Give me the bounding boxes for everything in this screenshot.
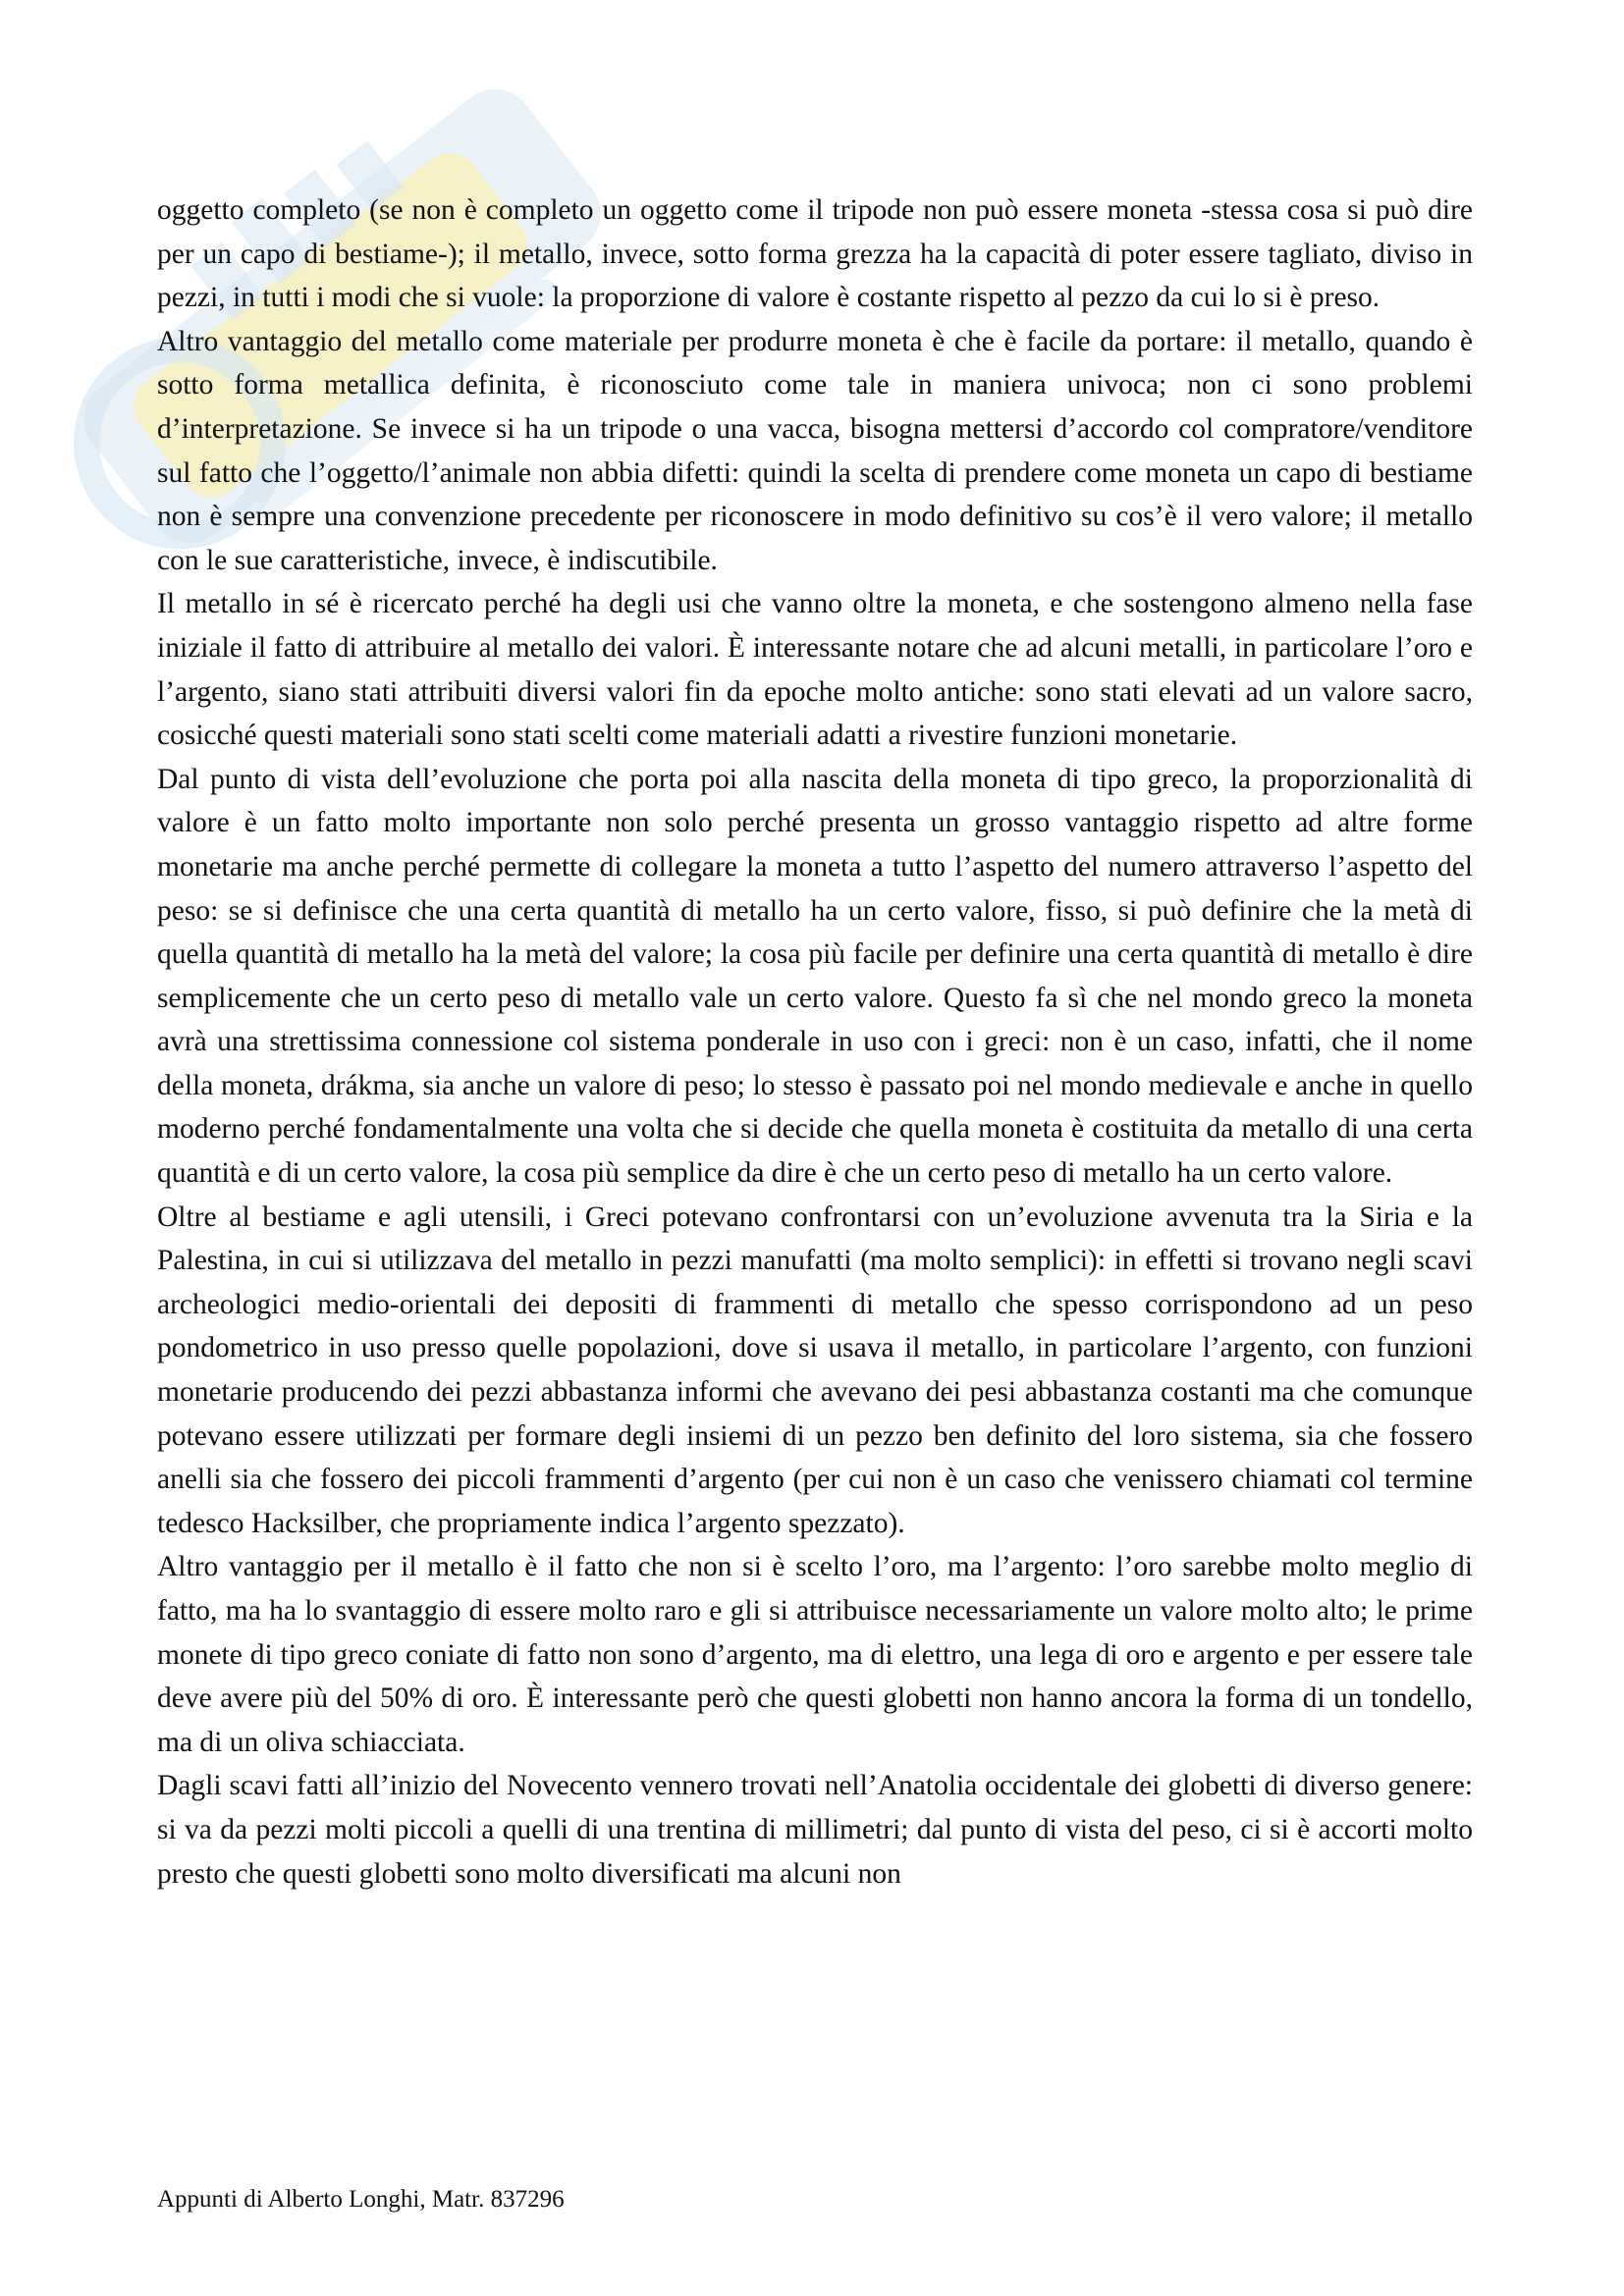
paragraph: Altro vantaggio del metallo come materiale per produrre moneta è che è facile da portare: il metallo, quando è sotto forma metallica definita, è riconosciuto come tale in maniera univoca; non ci sono problemi d’interpretazione. Se invece si ha un tripode o una vacca, bisogna mettersi d’accordo col compratore/venditore sul fatto che l’oggetto/l’animale non abbia difetti: quindi la scelta di prendere come moneta un capo di bestiame non è sempre una convenzione precedente per riconoscere in modo definitivo su cos’è il vero valore; il metallo con le sue caratteristiche, invece, è indiscutibile. (157, 325, 1473, 576)
paragraph: Dagli scavi fatti all’inizio del Novecento vennero trovati nell’Anatolia occidentale dei globetti di diverso genere: si va da pezzi molti piccoli a quelli di una trentina di millimetri; dal punto di vista del peso, ci si è accorti molto presto che questi globetti sono molto diversificati ma alcuni non (157, 1770, 1473, 1890)
page-footer: Appunti di Alberto Longhi, Matr. 837296 (157, 2186, 565, 2213)
paragraph: Dal punto di vista dell’evoluzione che porta poi alla nascita della moneta di tipo greco, la proporzionalità di valore è un fatto molto importante non solo perché presenta un grosso vantaggio rispetto ad altre forme monetarie ma anche perché permette di collegare la moneta a tutto l’aspetto del numero attraverso l’aspetto del peso: se si definisce che una certa quantità di metallo ha un certo valore, fisso, si può definire che la metà di quella quantità di metallo ha la metà del valore; la cosa più facile per definire una certa quantità di metallo è dire semplicemente che un certo peso di metallo vale un certo valore. Questo fa sì che nel mondo greco la moneta avrà una strettissima connessione col sistema ponderale in uso con i greci: non è un caso, infatti, che il nome della moneta, drákma, sia anche un valore di peso; lo stesso è passato poi nel mondo medievale e anche in quello moderno perché fondamentalmente una volta che si decide che quella moneta è costituita da metallo di una certa quantità e di un certo valore, la cosa più semplice da dire è che un certo peso di metallo ha un certo valore. (157, 763, 1473, 1190)
paragraph: Il metallo in sé è ricercato perché ha degli usi che vanno oltre la moneta, e che sostengono almeno nella fase iniziale il fatto di attribuire al metallo dei valori. È interessante notare che ad alcuni metalli, in particolare l’oro e l’argento, siano stati attribuiti diversi valori fin da epoche molto antiche: sono stati elevati ad un valore sacro, cosicché questi materiali sono stati scelti come materiali adatti a rivestire funzioni monetarie. (157, 588, 1473, 752)
paragraph: Altro vantaggio per il metallo è il fatto che non si è scelto l’oro, ma l’argento: l’oro sarebbe molto meglio di fatto, ma ha lo svantaggio di essere molto raro e gli si attribuisce necessariamente un valore molto alto; le prime monete di tipo greco coniate di fatto non sono d’argento, ma di elettro, una lega di oro e argento e per essere tale deve avere più del 50% di oro. È interessante però che questi globetti non hanno ancora la forma di un tondello, ma di un oliva schiacciata. (157, 1551, 1473, 1758)
document-body (157, 188, 1473, 1896)
paragraph: oggetto completo (se non è completo un oggetto come il tripode non può essere moneta -stessa cosa si può dire per un capo di bestiame-); il metallo, invece, sotto forma grezza ha la capacità di poter essere tagliato, diviso in pezzi, in tutti i modi che si vuole: la proporzione di valore è costante rispetto al pezzo da cui lo si è preso. (157, 194, 1473, 314)
paragraph: Oltre al bestiame e agli utensili, i Greci potevano confrontarsi con un’evoluzione avvenuta tra la Siria e la Palestina, in cui si utilizzava del metallo in pezzi manufatti (ma molto semplici): in effetti si trovano negli scavi archeologici medio-orientali dei depositi di frammenti di metallo che spesso corrispondono ad un peso pondometrico in uso presso quelle popolazioni, dove si usava il metallo, in particolare l’argento, con funzioni monetarie producendo dei pezzi abbastanza informi che avevano dei pesi abbastanza costanti ma che comunque potevano essere utilizzati per formare degli insiemi di un pezzo ben definito del loro sistema, sia che fossero anelli sia che fossero dei piccoli frammenti d’argento (per cui non è un caso che venissero chiamati col termine tedesco Hacksilber, che propriamente indica l’argento spezzato). (157, 1201, 1473, 1539)
